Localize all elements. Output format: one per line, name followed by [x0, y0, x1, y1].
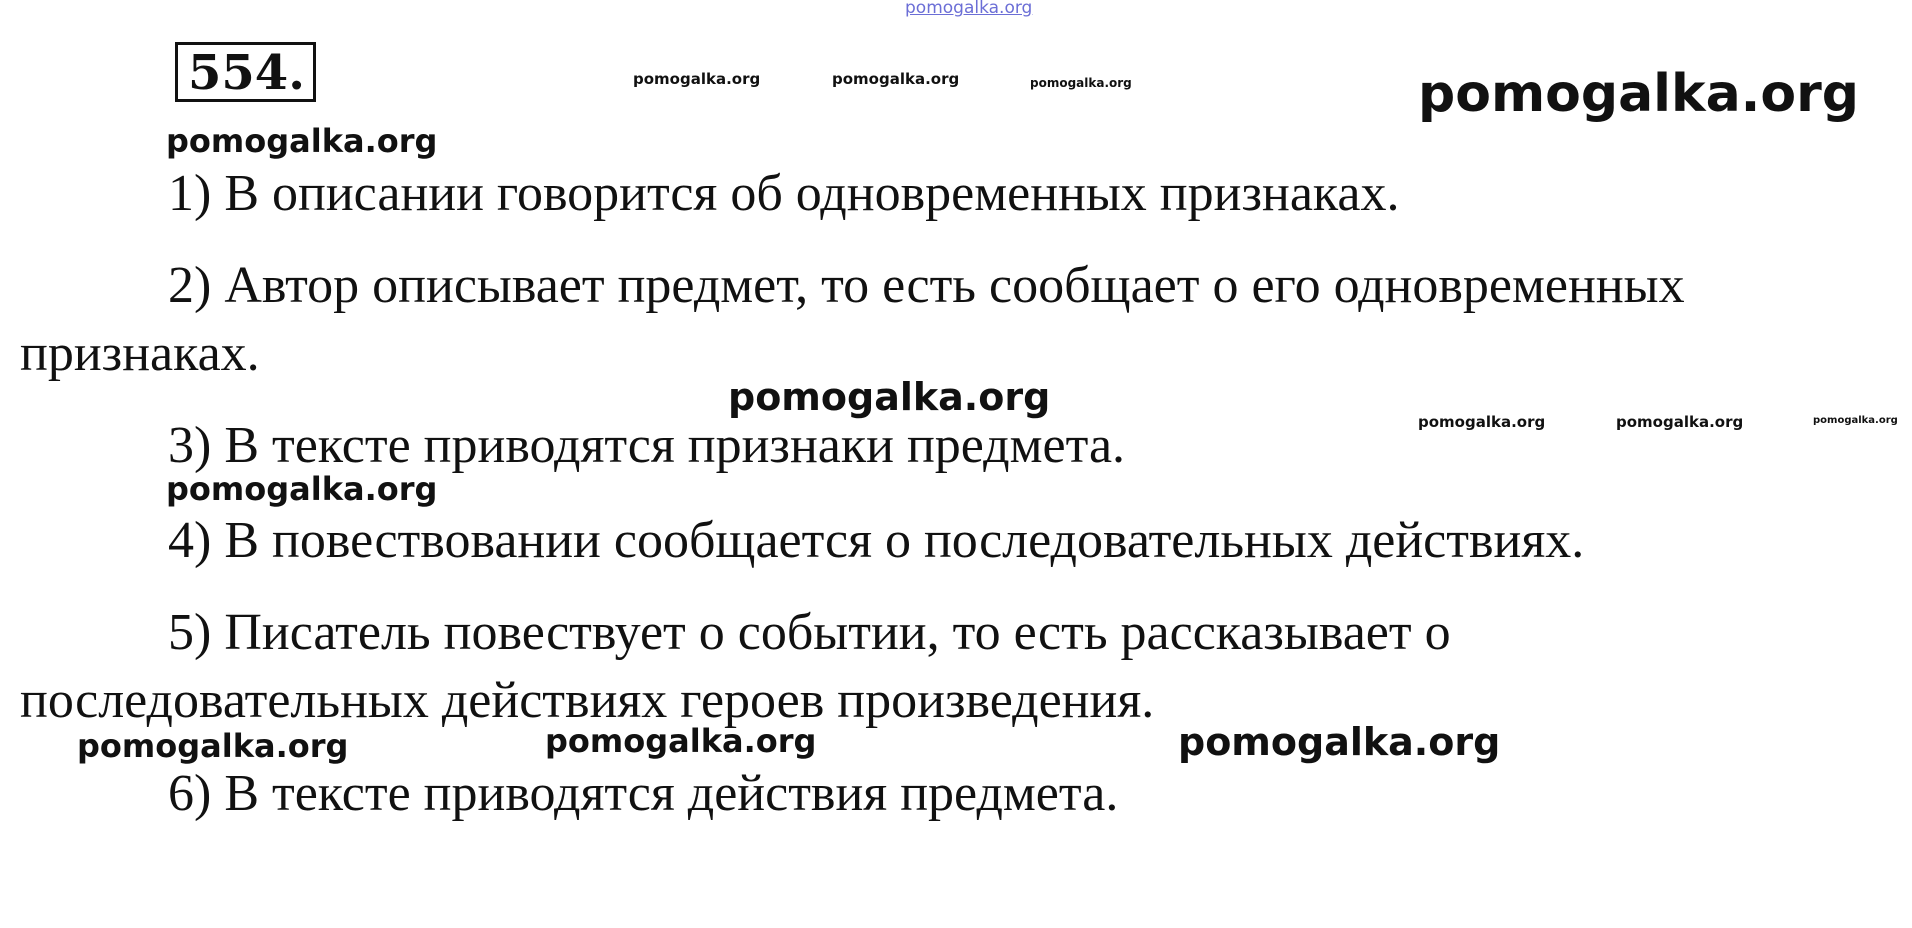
answer-3-line-1: 3) В тексте приводятся признаки предмета.: [168, 417, 1126, 474]
watermark-large: pomogalka.org: [728, 375, 1051, 419]
watermark-large: pomogalka.org: [1418, 64, 1860, 124]
watermark-medium: pomogalka.org: [77, 727, 349, 765]
answer-6-line-1: 6) В тексте приводятся действия предмета.: [168, 765, 1119, 822]
answer-4-line-1: 4) В повествовании сообщается о последовательных действиях.: [168, 512, 1585, 569]
watermark-small: pomogalka.org: [832, 70, 960, 88]
watermark-small: pomogalka.org: [633, 70, 761, 88]
task-number: 554.: [175, 42, 316, 102]
watermark-medium: pomogalka.org: [166, 470, 438, 508]
watermark-medium: pomogalka.org: [166, 122, 438, 160]
answer-1-line-1: 1) В описании говорится об одновременных признаках.: [168, 165, 1400, 222]
watermark-small: pomogalka.org: [1813, 415, 1898, 426]
watermark-small: pomogalka.org: [1616, 413, 1744, 431]
watermark-medium: pomogalka.org: [545, 722, 817, 760]
watermark-large: pomogalka.org: [1178, 720, 1501, 764]
answer-2-line-2: признаках.: [20, 325, 260, 382]
answer-2-line-1: 2) Автор описывает предмет, то есть сообщает о его одновременных: [168, 257, 1685, 314]
watermark-top-link[interactable]: pomogalka.org: [905, 0, 1033, 18]
watermark-small: pomogalka.org: [1030, 76, 1132, 90]
answer-5-line-2: последовательных действиях героев произведения.: [20, 672, 1155, 729]
watermark-small: pomogalka.org: [1418, 413, 1546, 431]
answer-5-line-1: 5) Писатель повествует о событии, то есть рассказывает о: [168, 604, 1451, 661]
